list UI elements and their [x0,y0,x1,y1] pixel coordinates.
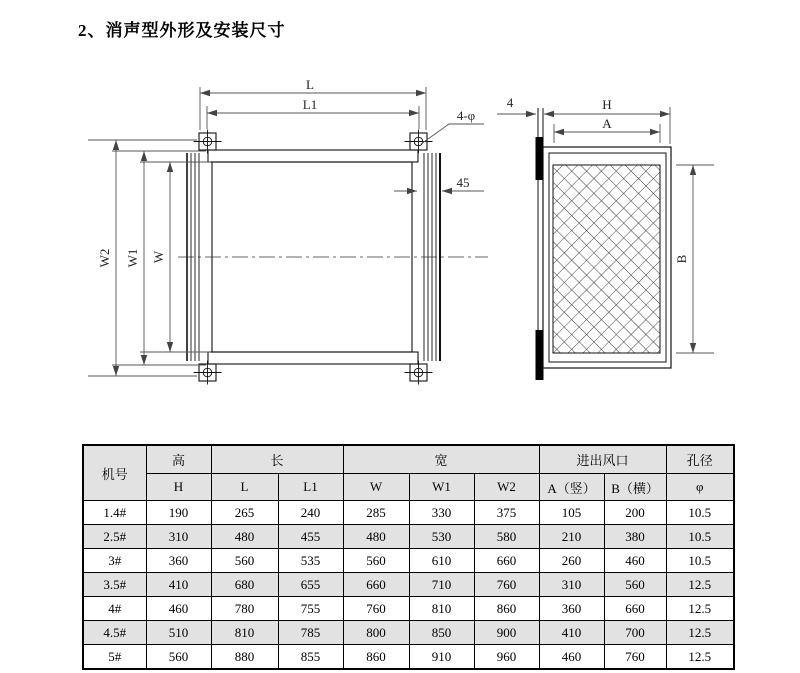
value-cell: 580 [474,525,539,549]
table-row [83,621,734,645]
model-cell: 2.5# [83,525,146,549]
value-cell: 330 [409,501,474,525]
value-cell: 760 [474,573,539,597]
gasket-bar [536,330,544,380]
model-cell: 3.5# [83,573,146,597]
table-row [83,645,734,670]
value-cell: 360 [539,597,604,621]
value-cell: 660 [474,549,539,573]
value-cell: 480 [343,525,409,549]
dimension-table [82,444,735,670]
value-cell: 785 [278,621,343,645]
header-length: 长 [211,445,343,474]
subheader-W: W [343,474,409,501]
table-row [83,525,734,549]
value-cell: 210 [539,525,604,549]
table-row [83,501,734,525]
mounting-plate-edge [536,108,544,380]
dim-label-A: A [602,116,612,131]
value-cell: 510 [146,621,211,645]
model-cell: 3# [83,549,146,573]
value-cell: 260 [539,549,604,573]
value-cell: 360 [146,549,211,573]
model-cell: 5# [83,645,146,670]
value-cell: 810 [211,621,278,645]
value-cell: 755 [278,597,343,621]
value-cell: 240 [278,501,343,525]
header-hole-dia: 孔径 [666,445,734,474]
value-cell: 455 [278,525,343,549]
value-cell: 560 [343,549,409,573]
value-cell: 380 [604,525,666,549]
value-cell: 460 [146,597,211,621]
value-cell: 655 [278,573,343,597]
page-title: 2、消声型外形及安装尺寸 [78,21,286,40]
dim-label-L: L [306,77,314,92]
value-cell: 560 [604,573,666,597]
value-cell: 960 [474,645,539,670]
subheader-W2: W2 [474,474,539,501]
value-cell: 680 [211,573,278,597]
dim-label-L1: L1 [302,97,318,112]
header-inlet-outlet: 进出风口 [539,445,666,474]
value-cell: 190 [146,501,211,525]
subheader-L: L [211,474,278,501]
header-model: 机号 [83,445,146,501]
value-cell: 460 [604,549,666,573]
value-cell: 310 [146,525,211,549]
value-cell: 535 [278,549,343,573]
value-cell: 560 [146,645,211,670]
header-height: 高 [146,445,211,474]
value-cell: 480 [211,525,278,549]
dim-label-plate: 4 [506,95,514,110]
mesh-grille [553,165,660,353]
value-cell: 660 [343,573,409,597]
value-cell: 12.5 [666,645,734,670]
value-cell: 760 [604,645,666,670]
value-cell: 855 [278,645,343,670]
subheader-H: H [146,474,211,501]
value-cell: 10.5 [666,525,734,549]
value-cell: 710 [409,573,474,597]
dim-label-flange: 45 [456,175,470,190]
table-row [83,573,734,597]
dim-label-W1: W1 [125,248,140,268]
value-cell: 105 [539,501,604,525]
subheader-phi: φ [666,474,734,501]
value-cell: 410 [539,621,604,645]
value-cell: 700 [604,621,666,645]
bottom-panel-strip [208,352,418,364]
value-cell: 310 [539,573,604,597]
dimension-table-body [83,501,734,670]
gasket-bar [536,137,544,180]
value-cell: 810 [409,597,474,621]
value-cell: 860 [474,597,539,621]
silencer-top-view [88,77,488,385]
value-cell: 375 [474,501,539,525]
value-cell: 12.5 [666,621,734,645]
dim-label-H: H [602,97,612,112]
value-cell: 12.5 [666,573,734,597]
value-cell: 910 [409,645,474,670]
model-cell: 1.4# [83,501,146,525]
value-cell: 800 [343,621,409,645]
dim-label-W2: W2 [97,248,112,268]
value-cell: 760 [343,597,409,621]
dim-label-W: W [151,250,166,264]
value-cell: 265 [211,501,278,525]
value-cell: 10.5 [666,549,734,573]
model-cell: 4.5# [83,621,146,645]
header-width: 宽 [343,445,539,474]
value-cell: 560 [211,549,278,573]
table-row [83,549,734,573]
dim-label-holes: 4-φ [456,108,476,123]
subheader-A: A（竖） [539,474,604,501]
subheader-W1: W1 [409,474,474,501]
top-panel-strip [208,150,418,162]
value-cell: 460 [539,645,604,670]
value-cell: 610 [409,549,474,573]
model-cell: 4# [83,597,146,621]
value-cell: 880 [211,645,278,670]
value-cell: 660 [604,597,666,621]
value-cell: 900 [474,621,539,645]
silencer-side-view [497,95,714,380]
value-cell: 850 [409,621,474,645]
value-cell: 285 [343,501,409,525]
value-cell: 10.5 [666,501,734,525]
value-cell: 200 [604,501,666,525]
leader-line-holes [421,124,484,144]
value-cell: 12.5 [666,597,734,621]
subheader-B: B（横） [604,474,666,501]
subheader-L1: L1 [278,474,343,501]
value-cell: 410 [146,573,211,597]
dim-label-B: B [674,254,689,264]
value-cell: 860 [343,645,409,670]
value-cell: 530 [409,525,474,549]
table-row [83,597,734,621]
value-cell: 780 [211,597,278,621]
